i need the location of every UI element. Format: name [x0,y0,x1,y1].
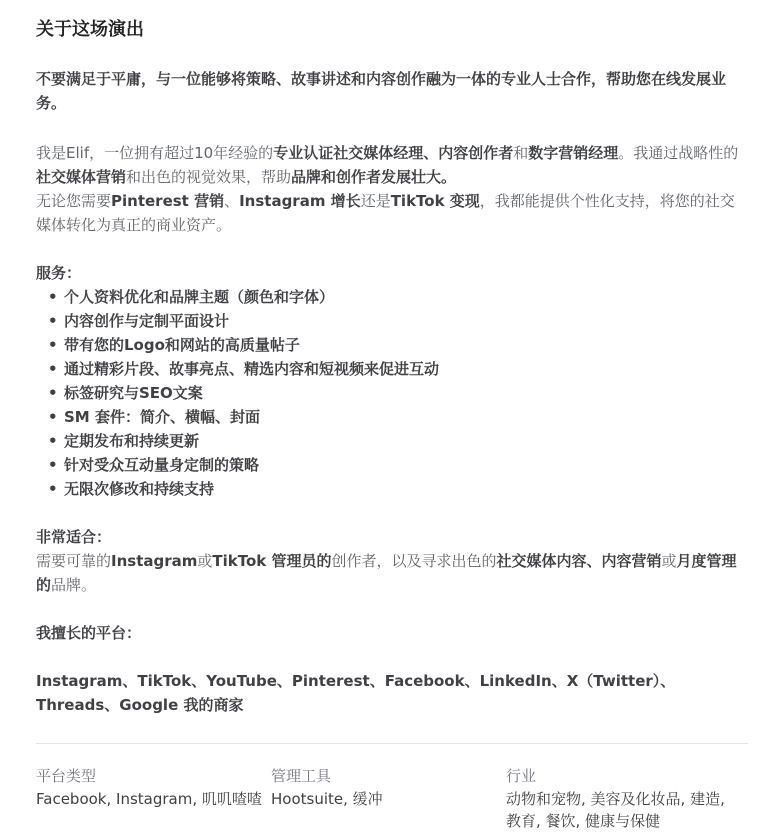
list-item: • 无限次修改和持续支持 [64,477,749,501]
intro-text: 不要满足于平庸，与一位能够将策略、故事讲述和内容创作融为一体的专业人士合作，帮助您在线发展业务。 [36,70,727,112]
list-item: • 标签研究与SEO文案 [64,381,749,405]
divider [36,743,748,744]
fit-heading: 非常适合： [36,528,112,546]
meta-value: Hootsuite, 缓冲 [271,790,383,808]
list-item: • 通过精彩片段、故事亮点、精选内容和短视频来促进互动 [64,357,749,381]
services-list [36,285,749,501]
about-paragraph: 我是Elif，一位拥有超过10年经验的专业认证社交媒体经理、内容创作者和数字营销经理。我通过战略性的社交媒体营销和出色的视觉效果，帮助品牌和创作者发展壮大。 [36,144,739,186]
meta-label: 平台类型 [36,767,97,785]
platforms-heading: 我擅长的平台： [36,624,142,642]
list-item: • 针对受众互动量身定制的策略 [64,453,749,477]
meta-value: Facebook, Instagram, 叽叽喳喳 [36,790,262,808]
services-heading: 服务： [36,264,82,282]
fit-paragraph: 需要可靠的Instagram或TikTok 管理员的创作者，以及寻求出色的社交媒体内容、内容营销或月度管理的品牌。 [36,552,737,594]
meta-label: 行业 [506,767,537,785]
list-item: • 个人资料优化和品牌主题（颜色和字体） [64,285,749,309]
list-item: • 内容创作与定制平面设计 [64,309,749,333]
list-item: • 定期发布和持续更新 [64,429,749,453]
section-title: 关于这场演出 [36,19,144,40]
meta-label: 管理工具 [271,767,332,785]
meta-value: 动物和宠物, 美容及化妆品, 建造, 教育, 餐饮, 健康与保健 [506,790,725,830]
list-item: • 带有您的Logo和网站的高质量帖子 [64,333,749,357]
platforms-list: Instagram、TikTok、YouTube、Pinterest、Facebook、LinkedIn、X（Twitter）、Threads、Google 我的商家 [36,672,676,714]
list-item: • SM 套件：简介、横幅、封面 [64,405,749,429]
support-paragraph: 无论您需要Pinterest 营销、Instagram 增长还是TikTok 变现，我都能提供个性化支持，将您的社交媒体转化为真正的商业资产。 [36,192,735,234]
